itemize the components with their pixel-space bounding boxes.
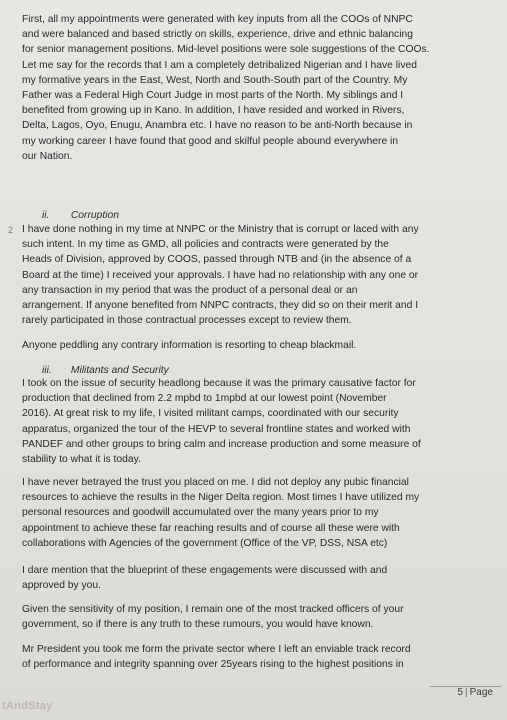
text-line: Given the sensitivity of my position, I remain one of the most tracked officers of your — [22, 604, 404, 615]
text-line: 2016). At great risk to my life, I visited militant camps, coordinated with our security — [22, 408, 399, 420]
text-line: PANDEF and other groups to bring calm and increase production and some measure of — [22, 438, 421, 450]
paragraph-corruption — [22, 222, 492, 328]
text-line: such intent. In my time as GMD, all policies and contracts were generated by the — [22, 239, 389, 251]
text-line: Let me say for the records that I am a completely detribalized Nigerian and I have lived — [22, 59, 417, 71]
section-heading-corruption — [22, 208, 119, 223]
section-number: ii. — [42, 210, 50, 221]
text-line: I dare mention that the blueprint of these engagements were discussed with and — [22, 565, 388, 576]
text-line: I have done nothing in my time at NNPC or the Ministry that is corrupt or laced with any — [22, 224, 419, 235]
paragraph-blueprint — [22, 563, 492, 593]
text-line: Anyone peddling any contrary information is resorting to cheap blackmail. — [22, 340, 357, 351]
text-line: my working career I have found that good and skilful people abound everywhere in — [22, 135, 399, 147]
page-number-value: 5 — [457, 687, 464, 698]
text-line: benefited from growing up in Kano. In addition, I have resided and worked in Rivers, — [22, 105, 405, 117]
text-line: for senior management positions. Mid-level positions were sole suggestions of the COOs. — [22, 44, 430, 56]
page-number — [457, 687, 493, 698]
section-number: iii. — [42, 365, 52, 376]
text-line: Delta, Lagos, Oyo, Enugu, Anambra etc. I have no reason to be anti-North because in — [22, 120, 413, 132]
paragraph-trust — [22, 475, 492, 551]
text-line: my formative years in the East, West, North and South-South part of the Country. My — [22, 74, 408, 86]
margin-mark: 2 — [8, 225, 14, 235]
text-line: Mr President you took me form the private sector where I left an enviable track record — [22, 644, 411, 655]
text-line: personal resources and goodwill accumulated over the many years prior to my — [22, 507, 379, 519]
text-line: I have never betrayed the trust you placed on me. I did not deploy any pubic financial — [22, 477, 409, 488]
text-line: approved by you. — [22, 580, 101, 592]
section-title: Corruption — [70, 210, 119, 221]
text-line: First, all my appointments were generated with key inputs from all the COOs of NNPC — [22, 14, 413, 25]
text-line: government, so if there is any truth to these rumours, you would have known. — [22, 619, 374, 631]
paragraph-blackmail — [22, 338, 492, 353]
text-line: Board at the time) I received your approvals. I have had no relationship with any one or — [22, 269, 419, 281]
text-line: I took on the issue of security headlong because it was the primary causative factor for — [22, 378, 416, 389]
paragraph-appointments — [22, 12, 492, 164]
paragraph-security — [22, 376, 492, 467]
section-title: Militants and Security — [70, 365, 169, 376]
page-number-separator: | — [465, 687, 468, 698]
text-line: collaborations with Agencies of the government (Office of the VP, DSS, NSA etc) — [22, 537, 388, 549]
text-line: appointment to achieve these far reaching results and of course all these were with — [22, 522, 400, 534]
watermark: tAndStay — [2, 700, 53, 712]
text-line: apparatus, organized the tour of the HEVP to several frontline states and worked with — [22, 423, 411, 435]
text-line: arrangement. If anyone benefited from NNPC contracts, they did so on their merit and I — [22, 300, 419, 312]
text-line: any transaction in my period that was the product of a personal deal or an — [22, 284, 358, 296]
text-line: Heads of Division, approved by COOS, passed through NTB and (in the absence of a — [22, 254, 412, 266]
paragraph-sensitivity — [22, 602, 492, 632]
text-line: rarely participated in those contractual processes except to review them. — [22, 315, 352, 327]
text-line: of performance and integrity spanning over 25years rising to the highest positions in — [22, 659, 404, 671]
paragraph-private-sector — [22, 642, 492, 672]
text-line: stability to what it is today. — [22, 454, 141, 466]
text-line: resources to achieve the results in the Niger Delta region. Most times I have utilized my — [22, 492, 420, 504]
page-number-word: Page — [469, 687, 493, 698]
text-line: production that declined from 2.2 mpbd to 1mpbd at our lowest point (November — [22, 393, 387, 405]
text-line: and were balanced and based strictly on skills, experience, drive and ethnic balancing — [22, 29, 413, 41]
text-line: Father was a Federal High Court Judge in most parts of the North. My siblings and I — [22, 90, 404, 102]
text-line: our Nation. — [22, 150, 73, 162]
